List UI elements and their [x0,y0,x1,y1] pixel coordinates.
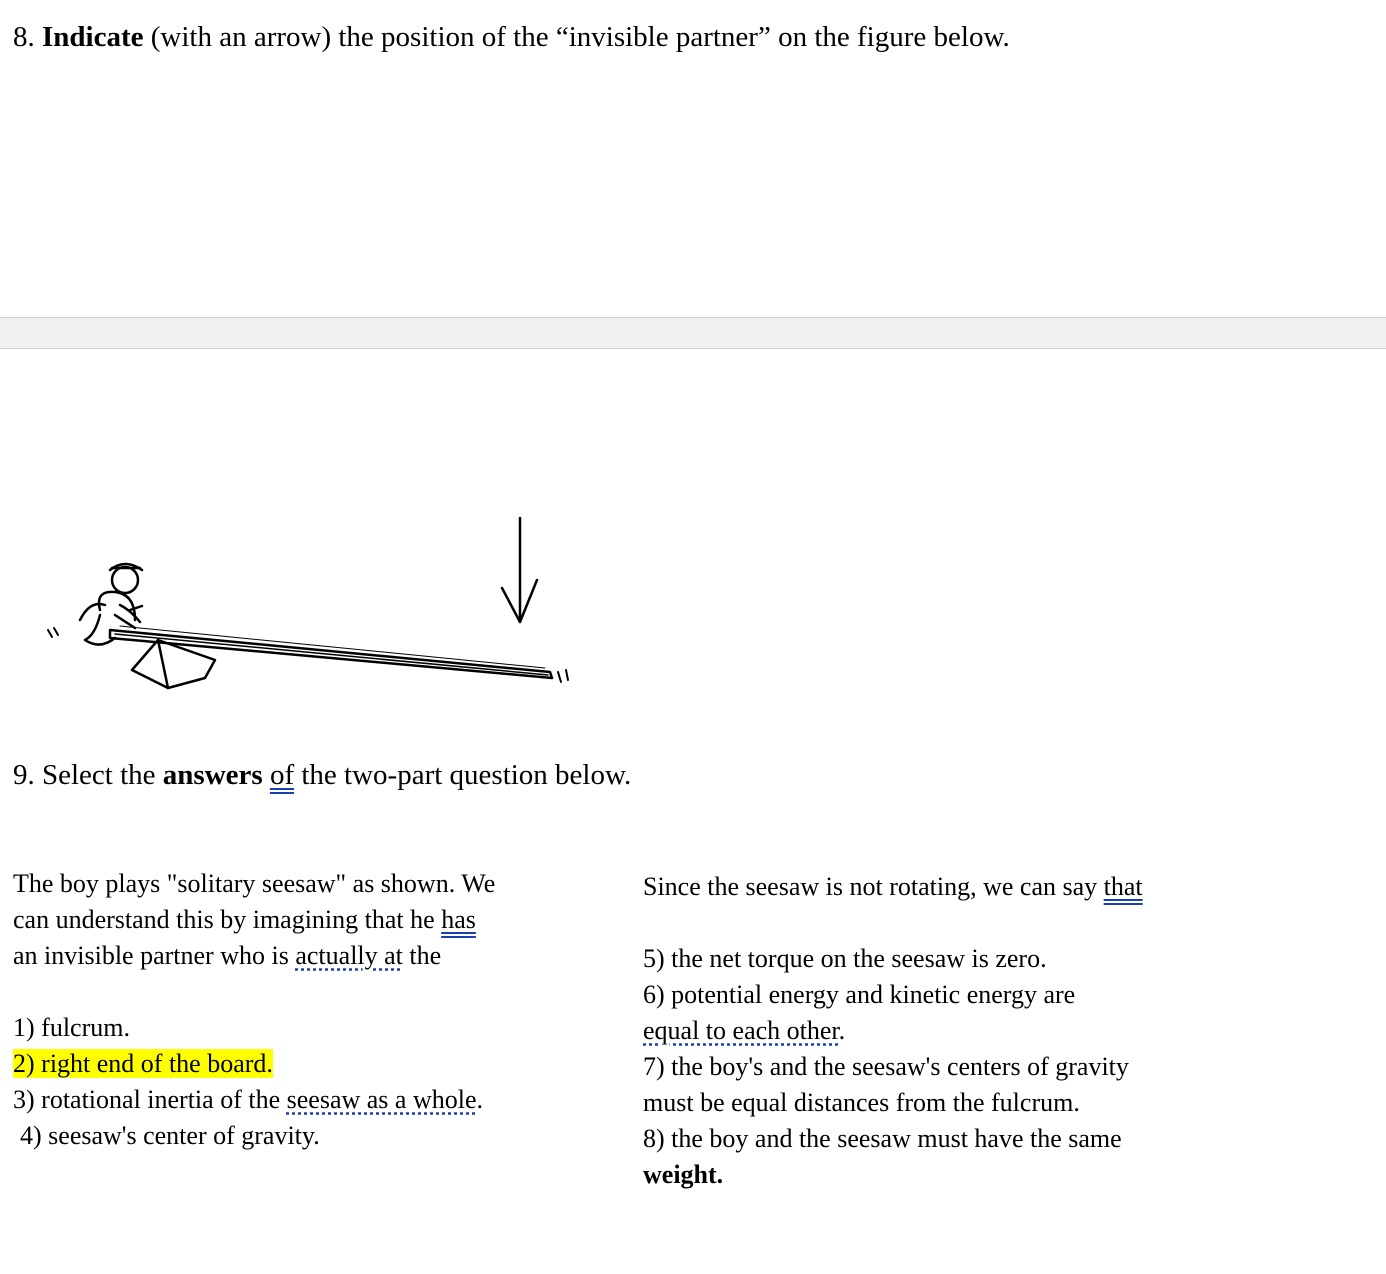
seesaw-figure [40,510,600,710]
part1-stem-line1: The boy plays "solitary seesaw" as shown. We [13,869,496,898]
answer-option-6-period: . [838,1016,846,1045]
answer-option-1[interactable]: 1) fulcrum. [13,1013,130,1042]
part1-underlined-has[interactable]: has [441,905,476,934]
fulcrum [132,640,168,688]
answer-option-6-cont[interactable] [643,1013,1243,1049]
answer-option-3-text: 3) rotational inertia of the [13,1085,281,1114]
seesaw-drawing [40,510,600,710]
question-9-bold: answers [162,759,263,791]
answer-option-4[interactable]: 4) seesaw's center of gravity. [20,1121,320,1150]
question-9-pre: Select the [42,759,156,791]
answer-option-8-bold: weight. [643,1160,724,1189]
question-9 [13,756,631,794]
answer-option-7[interactable]: 7) the boy's and the seesaw's centers of gravity [643,1052,1129,1081]
question-9-text: the two-part question below. [301,759,632,791]
answer-option-5[interactable]: 5) the net torque on the seesaw is zero. [643,944,1047,973]
question-8 [13,18,1010,56]
answer-option-3-underlined[interactable]: seesaw as a whole [286,1085,477,1114]
question-part-1 [13,866,583,1154]
part2-stem [643,869,1243,905]
question-8-bold-verb: Indicate [42,21,144,53]
answer-option-8-cont[interactable] [643,1157,1243,1193]
part1-stem-text-3: the [409,941,442,970]
page-break [0,317,1386,349]
question-8-number: 8. [13,21,35,53]
answer-option-7-cont[interactable]: must be equal distances from the fulcrum. [643,1088,1080,1117]
part1-underlined-actually-at[interactable]: actually at [295,941,403,970]
part1-stem-line2 [13,902,583,938]
boy-head [112,567,138,593]
answer-option-3-period: . [476,1085,483,1114]
part2-underlined-that[interactable]: that [1103,872,1143,901]
answer-option-8[interactable]: 8) the boy and the seesaw must have the same [643,1124,1122,1153]
answer-option-2-highlighted[interactable]: 2) right end of the board. [13,1049,273,1078]
question-9-number: 9. [13,759,35,791]
answer-option-6-underlined[interactable]: equal to each other [643,1016,839,1045]
question-8-text: (with an arrow) the position of the “invisible partner” on the figure below. [150,21,1010,53]
answer-option-3[interactable] [13,1082,583,1118]
answer-option-6[interactable]: 6) potential energy and kinetic energy are [643,980,1076,1009]
question-9-underlined[interactable]: of [269,759,295,791]
question-part-2 [643,869,1243,1193]
answer-option-2[interactable] [13,1046,583,1082]
part1-stem-text-2: an invisible partner who is [13,941,289,970]
part2-stem-text: Since the seesaw is not rotating, we can say [643,872,1098,901]
down-arrow-icon [502,518,537,622]
part1-stem-text: can understand this by imagining that he [13,905,435,934]
part1-stem-line3 [13,938,583,974]
